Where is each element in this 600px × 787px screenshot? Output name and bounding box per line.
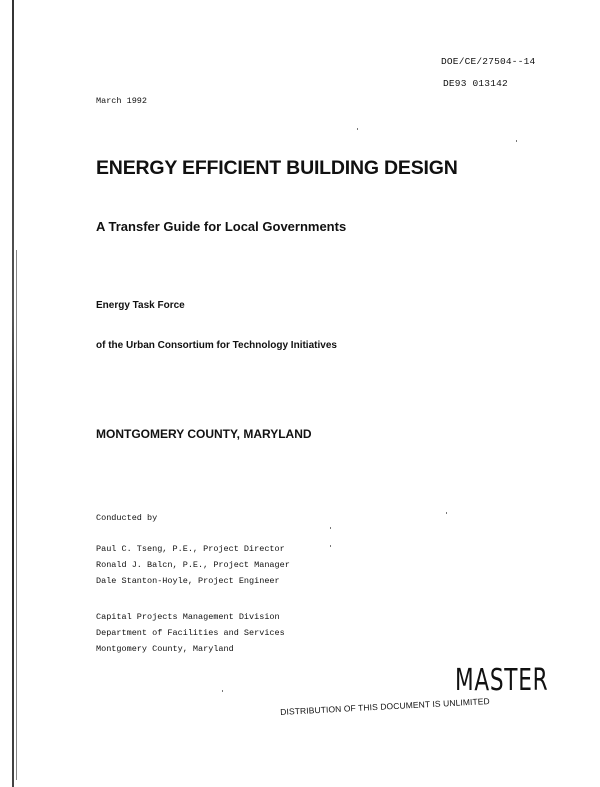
scan-speck bbox=[446, 512, 447, 514]
location-heading: MONTGOMERY COUNTY, MARYLAND bbox=[96, 427, 312, 441]
scan-speck bbox=[222, 690, 223, 692]
division-address bbox=[96, 609, 285, 657]
scan-edge-line-secondary bbox=[16, 250, 17, 780]
master-stamp: MASTER bbox=[455, 663, 549, 698]
conducted-by-label: Conducted by bbox=[96, 513, 158, 523]
staff-member: Paul C. Tseng, P.E., Project Director bbox=[96, 544, 285, 554]
report-title: ENERGY EFFICIENT BUILDING DESIGN bbox=[96, 157, 458, 179]
scan-edge-line bbox=[12, 0, 14, 787]
division-line: Department of Facilities and Services bbox=[96, 628, 285, 638]
scan-speck bbox=[330, 527, 331, 529]
division-line: Capital Projects Management Division bbox=[96, 612, 280, 622]
distribution-stamp: DISTRIBUTION OF THIS DOCUMENT IS UNLIMITED bbox=[280, 696, 491, 717]
organization-line-1: Energy Task Force bbox=[96, 300, 185, 311]
scan-speck bbox=[516, 140, 517, 142]
staff-member: Ronald J. Balcn, P.E., Project Manager bbox=[96, 560, 290, 570]
division-line: Montgomery County, Maryland bbox=[96, 644, 234, 654]
scan-speck bbox=[330, 545, 331, 547]
document-number: DOE/CE/27504--14 bbox=[441, 56, 536, 67]
staff-list bbox=[96, 541, 290, 589]
organization-line-2: of the Urban Consortium for Technology Initiatives bbox=[96, 340, 337, 351]
report-subtitle: A Transfer Guide for Local Governments bbox=[96, 219, 347, 234]
staff-member: Dale Stanton-Hoyle, Project Engineer bbox=[96, 576, 280, 586]
report-date: March 1992 bbox=[96, 96, 148, 106]
accession-number: DE93 013142 bbox=[443, 78, 508, 89]
scan-speck bbox=[357, 128, 358, 130]
